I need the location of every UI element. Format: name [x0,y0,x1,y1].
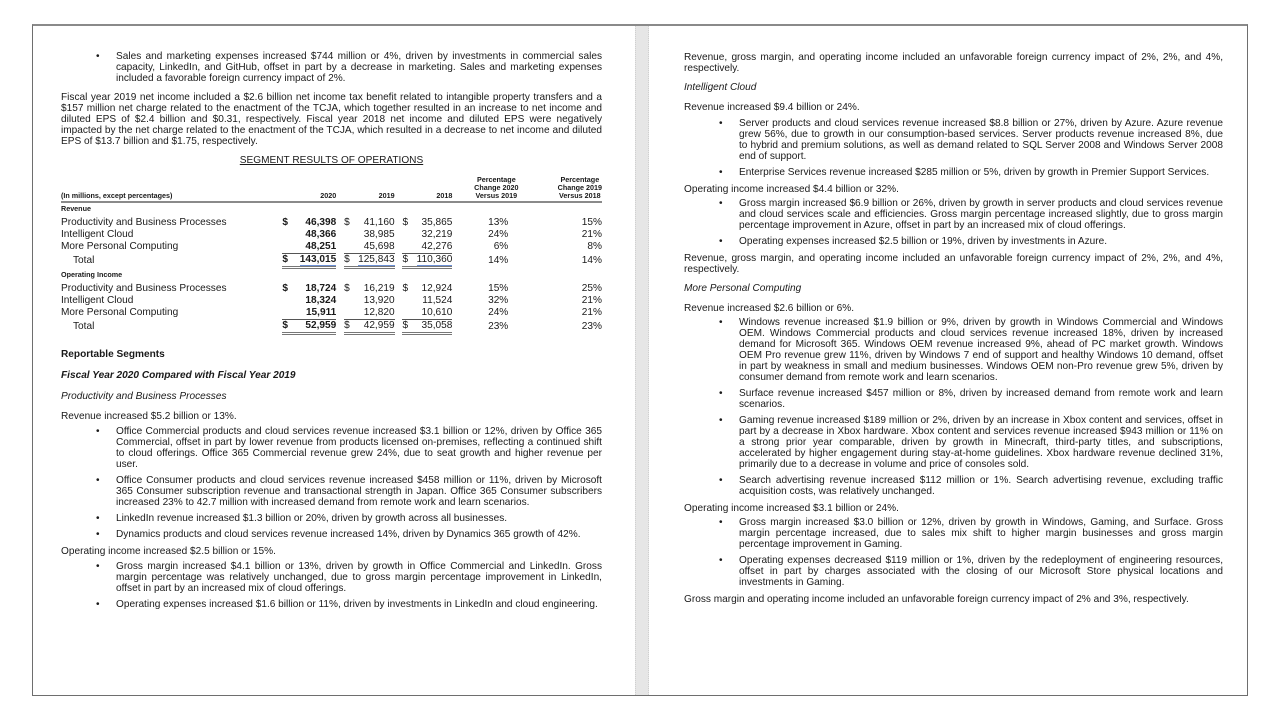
mpc-fx-paragraph: Gross margin and operating income included an unfavorable foreign currency impact of 2% and 3%, respectively. [684,594,1189,605]
bullet-icon: • [96,51,100,62]
page-right [684,52,1223,613]
header-2020: 2020 [296,176,336,202]
pbp-operating-income-bullets [61,561,602,610]
bullet-icon: • [719,236,723,247]
header-2019: 2019 [358,176,395,202]
list-item-text: Server products and cloud services revenue increased $8.8 billion or 27%, driven by Azure. Azure revenue grew 56%, due to growth in our consumption-based services. Server products revenue increased 8%, due to hybrid and premium solutions, as well as demand related to SQL Server 2008 and Windows Server 2008 end of support. [739,118,1223,162]
list-item [61,51,602,84]
list-item-text: Office Commercial products and cloud services revenue increased $3.1 billion or 12%, driven by Office 365 Commercial, offset in part by lower revenue from products licensed on-premises, reflecting a continued shift to cloud offerings. Office 365 Commercial revenue grew 24%, due to seat growth and higher revenue per user. [116,426,602,470]
list-item [61,599,602,610]
header-label: (In millions, except percentages) [61,176,282,202]
header-pct-2020-vs-2019: Percentage Change 2020 Versus 2019 [452,176,522,202]
bullet-icon: • [719,517,723,528]
list-item [684,475,1223,497]
bullet-icon: • [96,426,100,437]
ic-fx-paragraph: Revenue, gross margin, and operating income included an unfavorable foreign currency impact of 2%, 2%, and 4%, respectively. [684,253,1223,275]
list-item [61,561,602,594]
list-item [684,388,1223,410]
list-item [684,198,1223,231]
mpc-operating-income-bullets [684,517,1223,588]
header-pct-2019-vs-2018: Percentage Change 2019 Versus 2018 [522,176,602,202]
segment-results-table [61,176,602,335]
bullet-icon: • [96,475,100,486]
list-item-text: Windows revenue increased $1.9 billion or 9%, driven by growth in Windows Commercial and Windows OEM. Windows Commercial products and cloud services revenue increased 18%, driven by increased demand for Microsoft 365. Windows OEM revenue increased 9%, ahead of PC market growth. Windows OEM Pro revenue grew 11%, driven by Windows 7 end of support and healthy Windows 10 demand, offset in part by weakness in small and medium businesses. Windows OEM non-Pro revenue grew 5%, driven by consumer demand from remote work and learn scenarios. [739,317,1223,383]
table-row: Productivity and Business Processes $ 46,398 $ 41,160 $ 35,865 13% 15% [61,217,602,228]
mpc-operating-income-summary: Operating income increased $3.1 billion or 24%. [684,503,899,514]
bullet-icon: • [719,317,723,328]
page-gutter [635,26,649,695]
list-item-text: Operating expenses increased $1.6 billion or 11%, driven by investments in LinkedIn and cloud engineering. [116,599,598,610]
bullet-icon: • [96,529,100,540]
pbp-heading: Productivity and Business Processes [61,391,227,402]
list-item [61,529,602,540]
mpc-heading: More Personal Computing [684,283,802,294]
table-total-row: Total $ 52,959 $ 42,959 $ 35,058 23% 23% [73,320,602,332]
bullet-icon: • [96,561,100,572]
list-item-text: Sales and marketing expenses increased $744 million or 4%, driven by investments in commercial sales capacity, LinkedIn, and GitHub, offset in part by a decrease in marketing. Sales and marketing expenses included a favorable foreign currency impact of 2%. [116,51,602,84]
bullet-icon: • [719,555,723,566]
list-item [684,167,1223,178]
table-row: Productivity and Business Processes $ 18,724 $ 16,219 $ 12,924 15% 25% [61,283,602,294]
group-label-operating-income: Operating Income [61,270,123,279]
reportable-segments-heading: Reportable Segments [61,349,165,360]
bullet-icon: • [719,388,723,399]
table-total-row: Total $ 143,015 $ 125,843 $ 110,360 14% 14% [73,254,602,266]
net-income-paragraph: Fiscal year 2019 net income included a $2.6 billion net income tax benefit related to intangible property transfers and a $157 million net charge related to the enactment of the TCJA, which together resulted in an increase to net income and diluted EPS of $2.4 billion and $0.31, respectively. Fiscal year 2018 net income and diluted EPS were negatively impacted by the net charge related to the enactment of the TCJA, which resulted in a decrease to net income and diluted EPS of $13.7 billion and $1.75, respectively. [61,92,602,147]
list-item-text: Gross margin increased $4.1 billion or 13%, driven by growth in Office Commercial and LinkedIn. Gross margin percentage was relatively unchanged, due to gross margin percentage improvement in LinkedIn, offset in part by an increased mix of cloud offerings. [116,561,602,594]
list-item [61,426,602,470]
pbp-revenue-summary: Revenue increased $5.2 billion or 13%. [61,411,237,422]
ic-revenue-bullets [684,118,1223,178]
ic-operating-income-bullets [684,198,1223,247]
list-item [684,236,1223,247]
list-item [684,415,1223,470]
list-item-text: Search advertising revenue increased $112 million or 1%. Search advertising revenue, excluding traffic acquisition costs, was relatively unchanged. [739,475,1223,497]
list-item-text: Office Consumer products and cloud services revenue increased $458 million or 11%, driven by Microsoft 365 Consumer subscription revenue and transactional strength in Japan. Office 365 Consumer subscribers increased 23% to 42.7 million with increased demand from remote work and learn scenarios. [116,475,602,508]
list-item [684,555,1223,588]
ic-heading: Intelligent Cloud [684,82,757,93]
table-row: More Personal Computing 15,911 12,820 10,610 24% 21% [61,307,602,319]
list-item-text: Gaming revenue increased $189 million or 2%, driven by an increase in Xbox content and services, offset in part by a decrease in Xbox hardware. Xbox content and services revenue increased $943 million or 11% on a strong prior year comparable, driven by growth in Minecraft, third-party titles, and subscriptions, accelerated by higher engagement during stay-at-home guidelines. Xbox hardware revenue declined 31%, primarily due to a decrease in volume and price of consoles sold. [739,415,1223,470]
document-viewer [32,24,1248,696]
list-item-text: LinkedIn revenue increased $1.3 billion or 20%, driven by growth across all businesses. [116,513,508,524]
list-item [684,517,1223,550]
list-item [684,118,1223,162]
pbp-fx-paragraph: Revenue, gross margin, and operating income included an unfavorable foreign currency impact of 2%, 2%, and 4%, respectively. [684,52,1223,74]
table-row: Intelligent Cloud 18,324 13,920 11,524 32% 21% [61,295,602,306]
list-item-text: Operating expenses decreased $119 million or 1%, driven by the redeployment of engineering resources, offset in part by charges associated with the closing of our Microsoft Store physical locations and investments in Gaming. [739,555,1223,588]
ic-revenue-summary: Revenue increased $9.4 billion or 24%. [684,102,860,113]
list-item [61,513,602,524]
table-row: Intelligent Cloud 48,366 38,985 32,219 24% 21% [61,229,602,240]
list-item [684,317,1223,383]
bullet-icon: • [719,167,723,178]
list-item-text: Surface revenue increased $457 million or 8%, driven by increased demand from remote work and learn scenarios. [739,388,1223,410]
mpc-revenue-summary: Revenue increased $2.6 billion or 6%. [684,303,855,314]
pbp-operating-income-summary: Operating income increased $2.5 billion or 15%. [61,546,276,557]
list-item-text: Operating expenses increased $2.5 billion or 19%, driven by investments in Azure. [739,236,1108,247]
table-row: More Personal Computing 48,251 45,698 42,276 6% 8% [61,241,602,253]
header-2018: 2018 [416,176,452,202]
page-left [61,51,602,616]
bullet-icon: • [96,599,100,610]
bullet-icon: • [719,198,723,209]
comparison-heading: Fiscal Year 2020 Compared with Fiscal Year 2019 [61,370,296,381]
bullet-icon: • [719,475,723,486]
bullet-icon: • [719,415,723,426]
list-item-text: Enterprise Services revenue increased $285 million or 5%, driven by growth in Premier Support Services. [739,167,1210,178]
pbp-revenue-bullets [61,426,602,540]
list-item [61,475,602,508]
list-item-text: Gross margin increased $3.0 billion or 12%, driven by growth in Windows, Gaming, and Surface. Gross margin percentage increased, due to sales mix shift to higher margin businesses and gross margin percentage improvement in Gaming. [739,517,1223,550]
table-header-row [61,176,602,202]
list-item-text: Dynamics products and cloud services revenue increased 14%, driven by Dynamics 365 growth of 42%. [116,529,581,540]
mpc-revenue-bullets [684,317,1223,497]
bullet-icon: • [719,118,723,129]
segment-results-title: SEGMENT RESULTS OF OPERATIONS [239,155,424,166]
list-item-text: Gross margin increased $6.9 billion or 26%, driven by growth in server products and cloud services revenue and cloud services scale and efficiencies. Gross margin percentage increased slightly, due to gross margin percentage improvement in Azure, offset in part by an increased mix of cloud offerings. [739,198,1223,231]
bullet-icon: • [96,513,100,524]
ic-operating-income-summary: Operating income increased $4.4 billion or 32%. [684,184,899,195]
group-label-revenue: Revenue [61,204,91,213]
bullet-list [61,51,602,84]
